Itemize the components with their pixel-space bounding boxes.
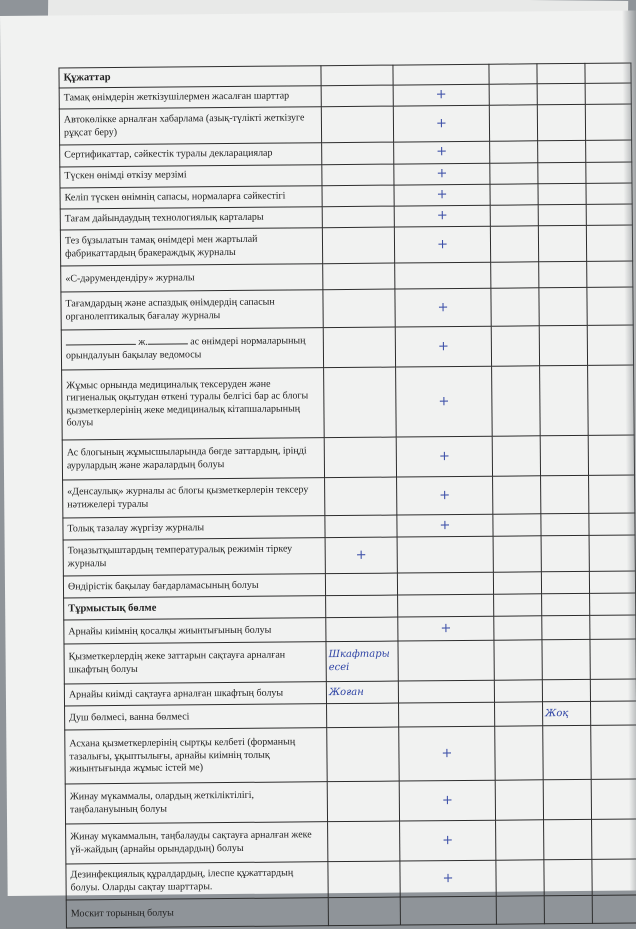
mark-cell — [327, 727, 399, 782]
mark-cell — [538, 141, 586, 163]
table-row — [61, 325, 633, 370]
mark-cell — [540, 366, 589, 436]
mark-cell — [537, 105, 585, 141]
mark-cell — [542, 616, 590, 640]
mark-cell — [496, 860, 544, 896]
check-mark: + — [394, 205, 490, 227]
mark-cell — [326, 617, 398, 642]
mark-cell — [496, 896, 544, 924]
mark-cell — [495, 702, 543, 726]
mark-cell — [492, 366, 541, 436]
mark-cell — [540, 436, 588, 476]
mark-cell — [542, 640, 590, 680]
check-mark: + — [396, 366, 493, 437]
empty-cell — [393, 64, 489, 85]
row-label: Москит торының болуы — [66, 898, 328, 928]
check-mark: + — [399, 726, 495, 781]
mark-cell — [322, 142, 394, 164]
mark-cell — [539, 262, 587, 288]
row-label: «С-дәрумендендіру» журналы — [61, 264, 323, 292]
mark-cell — [397, 572, 493, 595]
table-row — [66, 895, 636, 928]
table-row — [63, 535, 635, 576]
row-label: Тамақ өнімдерін жеткізушілермен жасалған шарттар — [59, 86, 321, 110]
row-label: Қызметкерлердің жеке заттарын сақтауға арналған шкафтың болуы — [64, 642, 326, 684]
mark-cell — [538, 183, 586, 205]
blank-line — [148, 344, 188, 345]
check-mark: + — [393, 105, 489, 142]
mark-cell — [541, 514, 589, 536]
mark-cell — [538, 226, 586, 262]
mark-cell — [490, 162, 538, 184]
mark-cell — [322, 206, 394, 228]
checklist-body — [59, 63, 636, 928]
row-label — [61, 328, 323, 370]
handwritten-note: Шкафтары есеі — [326, 641, 398, 682]
mark-cell — [322, 227, 394, 264]
mark-cell — [323, 327, 395, 368]
mark-cell — [328, 821, 400, 862]
mark-cell — [400, 896, 496, 925]
mark-cell — [324, 437, 396, 478]
check-mark: + — [400, 860, 496, 897]
table-row — [63, 475, 635, 518]
mark-cell — [322, 164, 394, 186]
row-label: Дезинфекциялық құралдардың, ілеспе құжаттардың болуы. Оларды сақтау шарттары. — [66, 862, 328, 900]
row-label: Автокөлікке арналған хабарлама (азық-түлікті жеткізуге рұқсат беру) — [59, 107, 321, 145]
checklist-table — [58, 62, 636, 928]
check-mark: + — [400, 820, 496, 861]
mark-cell — [493, 476, 541, 514]
row-label: Өндірістік бақылау бағдарламасының болуы — [63, 574, 325, 598]
empty-cell — [321, 65, 393, 86]
mark-cell — [398, 680, 494, 703]
row-label: Сертификаттар, сәйкестік туралы декларациялар — [60, 143, 322, 167]
mark-cell — [541, 572, 589, 594]
mark-cell — [325, 515, 397, 538]
check-mark: + — [325, 537, 397, 574]
check-mark: + — [398, 616, 494, 641]
mark-cell — [494, 616, 542, 640]
inspection-checklist — [58, 63, 636, 929]
handwritten-note: Жоған — [326, 681, 398, 704]
table-row — [62, 435, 634, 480]
empty-cell — [326, 595, 398, 618]
mark-cell — [493, 514, 541, 536]
mark-cell — [541, 536, 589, 572]
row-label: Жинау мүкаммалы, олардың жеткіліктілігі, таңбалануының болуы — [65, 782, 327, 824]
mark-cell — [325, 477, 397, 516]
mark-cell — [490, 184, 538, 206]
mark-cell — [328, 861, 400, 898]
empty-cell — [489, 64, 537, 84]
table-row — [65, 779, 636, 824]
check-mark: + — [396, 436, 492, 477]
check-mark: + — [395, 288, 491, 327]
mark-cell — [325, 573, 397, 596]
blank-line — [66, 344, 136, 346]
mark-cell — [323, 263, 395, 290]
mark-cell — [543, 780, 591, 820]
mark-cell — [328, 897, 400, 926]
check-mark: + — [393, 84, 489, 106]
mark-cell — [493, 536, 541, 572]
mark-cell — [491, 326, 539, 366]
row-label: Тез бұзылатын тамақ өнімдері мен жартылай фабрикаттардың бракераждық журналы — [60, 228, 322, 266]
row-label: Арнайы киімнің қосалқы жиынтығының болуы — [64, 618, 326, 644]
mark-cell — [492, 436, 540, 476]
section-title: Тұрмыстық бөлме — [64, 596, 326, 620]
check-mark: + — [394, 141, 490, 163]
table-row — [60, 225, 632, 266]
empty-cell — [398, 594, 494, 617]
mark-cell — [538, 204, 586, 226]
row-label: Түскен өнімді өткізу мерзімі — [60, 164, 322, 188]
table-row — [62, 365, 635, 440]
table-row — [61, 287, 633, 330]
mark-cell — [538, 162, 586, 184]
mark-cell — [539, 326, 587, 366]
check-mark: + — [394, 184, 490, 206]
check-mark: + — [394, 163, 490, 185]
mark-cell — [493, 572, 541, 594]
table-row — [64, 639, 636, 684]
row-label: Тағам дайындаудың технологиялық карталары — [60, 207, 322, 231]
row-label: Толық тазалау жүргізу журналы — [63, 516, 325, 540]
mark-cell — [489, 105, 537, 141]
empty-cell — [494, 594, 542, 616]
mark-cell — [327, 781, 399, 822]
mark-cell — [490, 141, 538, 163]
mark-cell — [490, 205, 538, 227]
mark-cell — [321, 106, 393, 143]
mark-cell — [542, 680, 590, 702]
row-label: «Денсаулық» журналы ас блогы қызметкерлерін тексеру нәтижелері туралы — [63, 478, 325, 518]
handwritten-note: Жоқ — [543, 702, 591, 726]
mark-cell — [324, 367, 397, 438]
mark-cell — [322, 185, 394, 207]
empty-cell — [537, 63, 585, 83]
mark-cell — [490, 226, 538, 262]
row-label: Душ бөлмесі, ванна бөлмесі — [65, 704, 327, 730]
row-label: Ас блогының жұмысшыларында бөгде заттардың, іріңді аурулардың және жаралардың болуы — [62, 438, 324, 480]
mark-cell — [495, 780, 543, 820]
check-mark: + — [394, 226, 490, 263]
row-label: Тоңазытқыштардың температуралық режимін тіркеу журналы — [63, 538, 325, 576]
mark-cell — [544, 896, 592, 924]
mark-cell — [489, 84, 537, 106]
row-label: Асхана қызметкерлерінің сыртқы келбеті (форманың тазалығы, ұқыптылығы, арнайы киімнің толық жиынтығында жұмыс істей ме) — [65, 728, 327, 784]
check-mark: + — [397, 476, 493, 515]
mark-cell — [494, 640, 542, 680]
mark-cell — [491, 262, 539, 288]
mark-cell — [491, 288, 539, 326]
label-text: ж. — [135, 336, 148, 349]
mark-cell — [321, 85, 393, 107]
mark-cell — [398, 640, 494, 681]
mark-cell — [494, 680, 542, 702]
check-mark: + — [395, 326, 491, 367]
table-row — [65, 725, 636, 784]
row-label: Тағамдардың және аспаздық өнімдердің сапасын органолептикалық бағалау журналы — [61, 290, 323, 330]
mark-cell — [495, 726, 543, 780]
table-row — [66, 859, 636, 900]
label-text: ас өнімдері нормаларының орындалуын бақылау ведомосы — [65, 335, 306, 362]
row-label: Жинау мүкаммалын, таңбалауды сақтауға арналған жеке үй-жайдың (арнайы орындардың) болуы — [66, 822, 328, 864]
row-label: Жұмыс орнында медициналық тексеруден және гигиеналық оқытудан өткені туралы белгісі бар ас блогы қызметкерлерінің жеке медициналық кітапшаларының болуы — [62, 368, 325, 440]
check-mark: + — [397, 514, 493, 537]
mark-cell — [544, 820, 592, 860]
section-title: Құжаттар — [59, 66, 321, 88]
empty-cell — [542, 594, 590, 616]
table-row — [59, 104, 631, 145]
mark-cell — [397, 536, 493, 573]
mark-cell — [323, 289, 395, 328]
mark-cell — [543, 726, 591, 780]
mark-cell — [541, 476, 589, 514]
mark-cell — [539, 288, 587, 326]
table-row — [66, 819, 636, 864]
row-label: Келіп түскен өнімнің сапасы, нормаларға сәйкестігі — [60, 185, 322, 209]
mark-cell — [327, 703, 399, 728]
row-label: Арнайы киімді сақтауға арналған шкафтың болуы — [64, 682, 326, 706]
mark-cell — [496, 820, 544, 860]
check-mark: + — [399, 780, 495, 821]
mark-cell — [399, 702, 495, 727]
mark-cell — [592, 895, 636, 923]
document-page — [0, 10, 636, 919]
mark-cell — [544, 860, 592, 896]
mark-cell — [537, 83, 585, 105]
mark-cell — [395, 262, 491, 289]
